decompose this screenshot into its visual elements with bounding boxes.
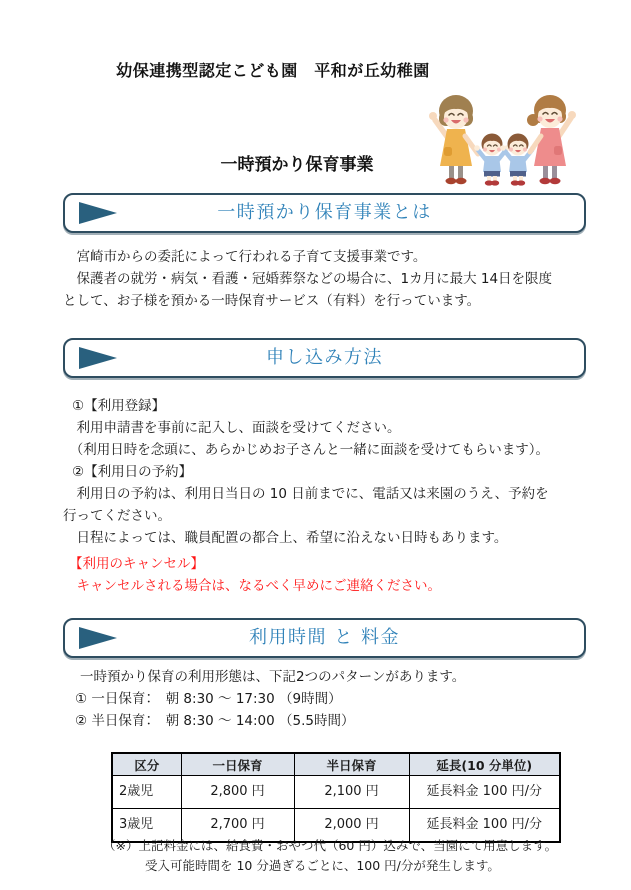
section-heading-apply-label: 申し込み方法 [266, 347, 383, 368]
section-heading-about-label: 一時預かり保育事業とは [217, 202, 432, 223]
fee-cell: 2,800 円 [181, 776, 294, 809]
cancel-title: 【利用のキャンセル】 [69, 556, 204, 572]
about-line: 宮崎市からの委託によって行われる子育て支援事業です。 [63, 249, 427, 265]
about-paragraph [63, 246, 552, 312]
fee-table-header: 区分 [112, 753, 181, 776]
fee-cell: 延長料金 100 円/分 [409, 776, 560, 809]
fee-notes [103, 836, 557, 876]
apply-item1-title: ①【利用登録】 [72, 398, 166, 414]
apply-item2-line: 日程によっては、職員配置の都合上、希望に沿えない日時もあります。 [63, 530, 508, 546]
page-subtitle: 一時預かり保育事業 [220, 155, 374, 175]
cancel-line: キャンセルされる場合は、なるべく早めにご連絡ください。 [63, 578, 441, 594]
section-heading-fees [63, 618, 586, 658]
cancel-notice [63, 553, 441, 597]
apply-item1-line: 利用申請書を事前に記入し、面談を受けてください。 [63, 420, 401, 436]
fee-cell: 2,000 円 [294, 809, 409, 843]
arrow-right-icon [79, 202, 117, 224]
fees-pattern-halfday: ② 半日保育： 朝 8:30 ～ 14:00 （5.5時間） [75, 713, 355, 729]
fee-table-header: 半日保育 [294, 753, 409, 776]
fee-note-line: 受入可能時間を 10 分過ぎるごとに、100 円/分が発生します。 [145, 858, 500, 873]
apply-item2-line: 行ってください。 [63, 508, 171, 524]
section-heading-apply [63, 338, 586, 378]
fees-paragraph [63, 666, 465, 732]
fee-table-row [112, 776, 560, 809]
apply-item2-line: 利用日の予約は、利用日当日の 10 日前までに、電話又は来園のうえ、予約を [63, 486, 549, 502]
fee-table-header: 延長(10 分単位) [409, 753, 560, 776]
fee-cell: 2,700 円 [181, 809, 294, 843]
fees-pattern-fullday: ① 一日保育： 朝 8:30 ～ 17:30 （9時間） [75, 691, 342, 707]
section-heading-fees-label: 利用時間 と 料金 [249, 627, 400, 648]
arrow-right-icon [79, 347, 117, 369]
apply-item-reservation [63, 461, 549, 549]
fee-table-header-row [112, 753, 560, 776]
fee-table-header: 一日保育 [181, 753, 294, 776]
fee-cell: 2,100 円 [294, 776, 409, 809]
about-line: 保護者の就労・病気・看護・冠婚葬祭などの場合に、1カ月に最大 14日を限度 [63, 271, 553, 287]
fee-table [111, 752, 561, 843]
apply-item2-title: ②【利用日の予約】 [72, 464, 193, 480]
about-line: として、お子様を預かる一時保育サービス（有料）を行っています。 [63, 293, 481, 309]
fee-cell: 2歳児 [112, 776, 181, 809]
page-title: 幼保連携型認定こども園 平和が丘幼稚園 [116, 61, 430, 80]
fees-intro: 一時預かり保育の利用形態は、下記2つのパターンがあります。 [80, 669, 466, 685]
fee-cell: 延長料金 100 円/分 [409, 809, 560, 843]
arrow-right-icon [79, 627, 117, 649]
fee-cell: 3歳児 [112, 809, 181, 843]
apply-item-registration [63, 395, 549, 461]
section-heading-about [63, 193, 586, 233]
apply-item1-line: （利用日時を念頭に、あらかじめお子さんと一緒に面談を受けてもらいます）。 [63, 442, 549, 458]
fee-note-line: （※）上記料金には、給食費・おやつ代（60 円）込みで、当園にて用意します。 [103, 838, 558, 853]
